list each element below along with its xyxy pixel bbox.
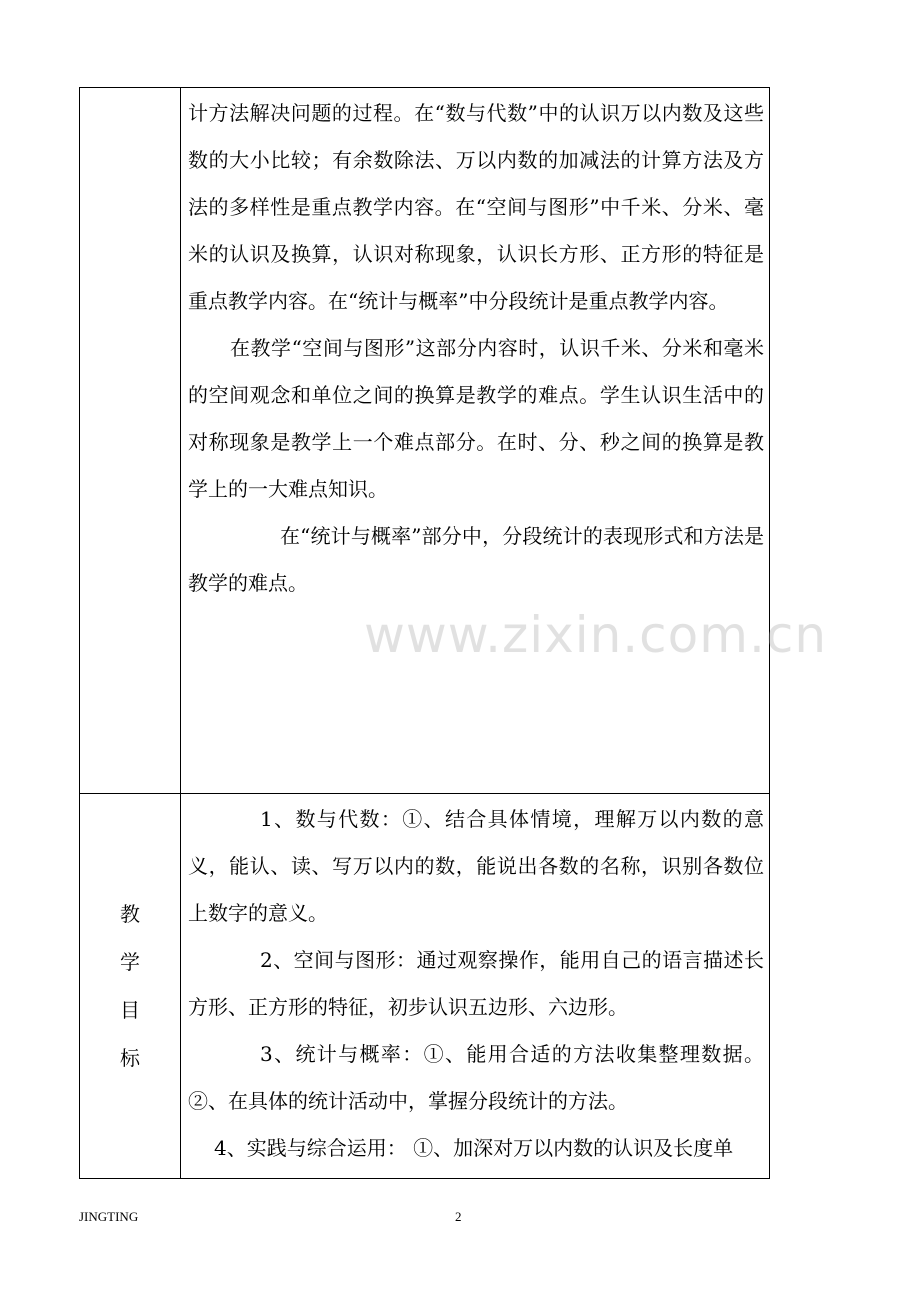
- row2-paragraph-3: 3、统计与概率：①、能用合适的方法收集整理数据。②、在具体的统计活动中，掌握分段统计的方法。: [188, 1042, 764, 1113]
- label-char: 学: [120, 950, 140, 974]
- row1-paragraph-2: 在教学“空间与图形”这部分内容时，认识千米、分米和毫米的空间观念和单位之间的换算是教学的难点。学生认识生活中的对称现象是教学上一个难点部分。在时、分、秒之间的换算是教学上的一大难点知识。: [188, 336, 764, 501]
- row2-content: [188, 796, 764, 1172]
- row2-paragraph-4: 4、实践与综合运用： ①、加深对万以内数的认识及长度单: [214, 1136, 734, 1160]
- footer-author: JINGTING: [79, 1209, 139, 1224]
- row1-content: [188, 90, 764, 607]
- teaching-goals-label: [115, 890, 145, 1082]
- label-char: 标: [120, 1046, 140, 1070]
- label-char: 教: [120, 902, 140, 926]
- page-number: 2: [455, 1209, 462, 1224]
- column-divider: [180, 88, 181, 1178]
- row1-paragraph-1: 计方法解决问题的过程。在“数与代数”中的认识万以内数及这些数的大小比较；有余数除法、万以内数的加减法的计算方法及方法的多样性是重点教学内容。在“空间与图形”中千米、分米、毫米的认识及换算，认识对称现象，认识长方形、正方形的特征是重点教学内容。在“统计与概率”中分段统计是重点教学内容。: [188, 101, 764, 313]
- row2-paragraph-1: 1、数与代数：①、结合具体情境，理解万以内数的意义，能认、读、写万以内的数，能说出各数的名称，识别各数位上数字的意义。: [188, 807, 764, 925]
- row1-paragraph-3: 在“统计与概率”部分中，分段统计的表现形式和方法是教学的难点。: [188, 524, 764, 595]
- row-divider: [80, 793, 769, 794]
- watermark-text: www.zixin.com.cn: [364, 606, 828, 664]
- label-char: 目: [120, 998, 140, 1022]
- row2-paragraph-2: 2、空间与图形：通过观察操作，能用自己的语言描述长方形、正方形的特征，初步认识五边形、六边形。: [188, 948, 764, 1019]
